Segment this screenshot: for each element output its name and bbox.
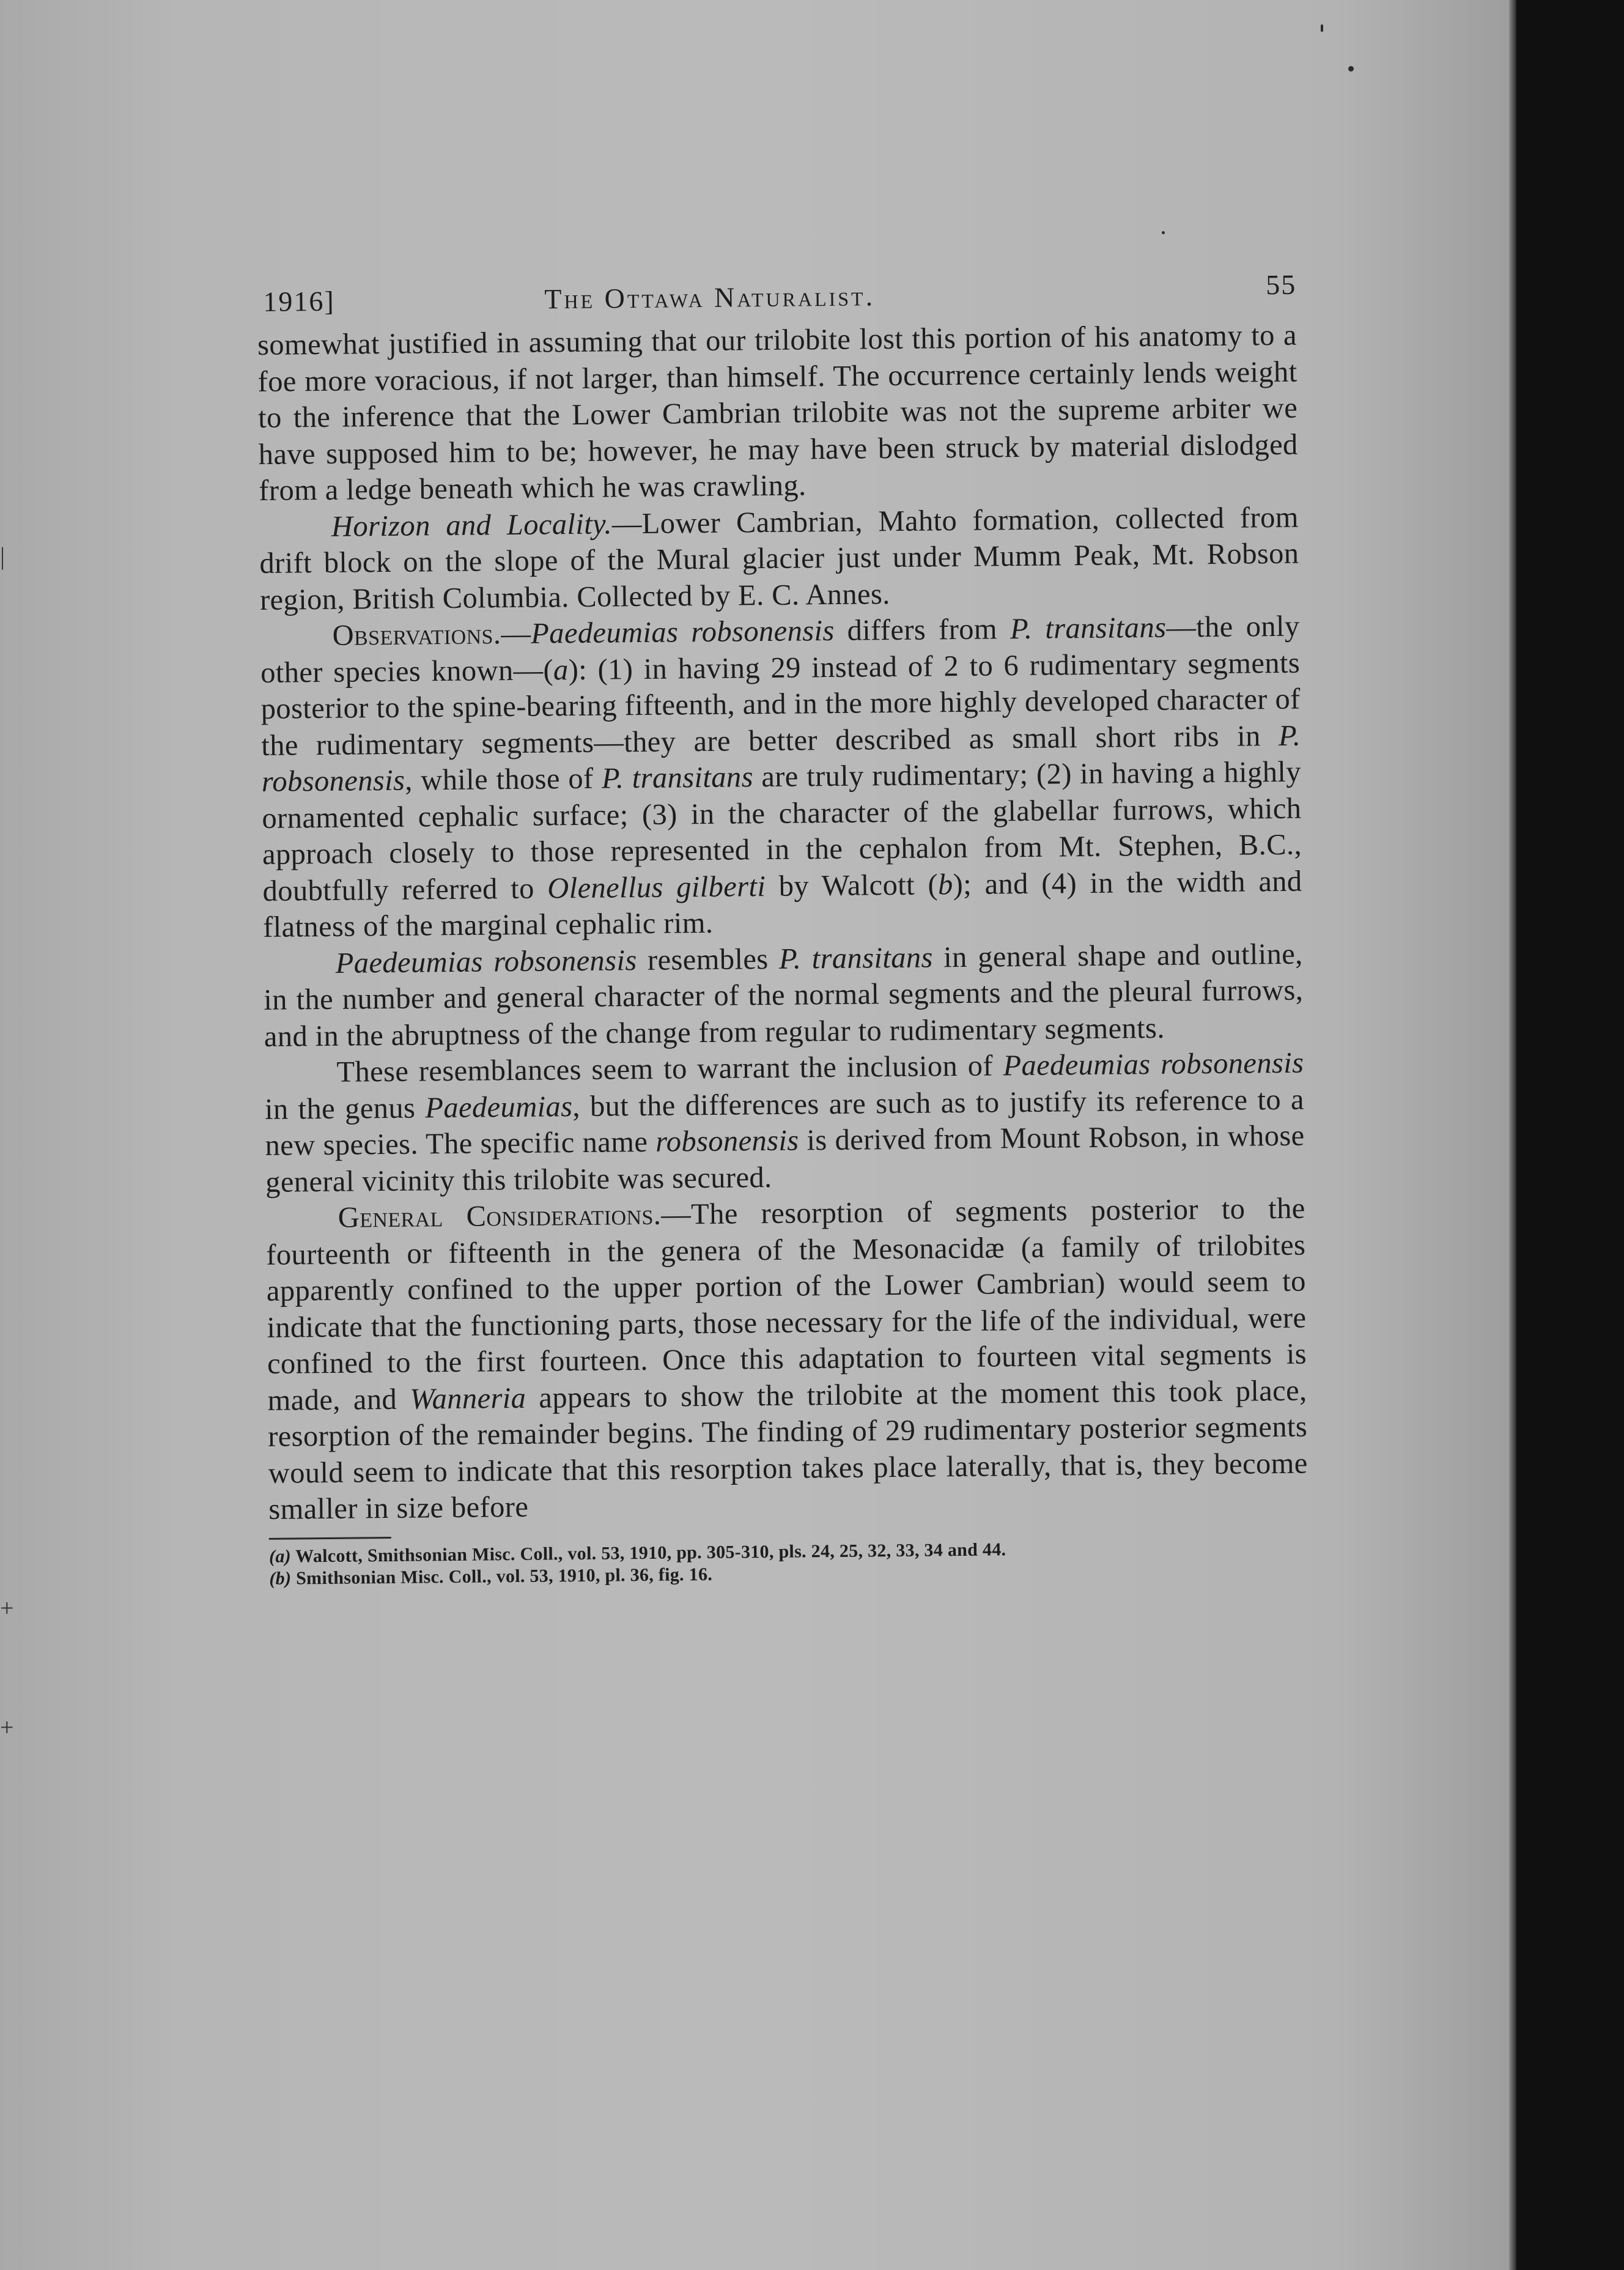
- binding-mark: |: [0, 542, 6, 570]
- text-run: , but the differences are such as to justify its reference to a new species. The specific name: [265, 1083, 1305, 1162]
- binding-mark: +: [0, 1594, 14, 1622]
- binding-mark: +: [0, 1714, 14, 1741]
- paragraph-text: somewhat justified in assuming that our trilobite lost this portion of his anatomy to a foe more voracious, if not larger, than himself. The occurrence certainly lends weight to the inference that the Lower Cambrian trilobite was not the supreme arbiter we have supposed him to be; however, he may have been struck by material dislodged from a ledge beneath which he was crawling.: [257, 319, 1298, 507]
- body-text: [257, 317, 1308, 1528]
- footnote-marker: (a): [268, 1546, 292, 1567]
- text-run: are truly rudimentary; (2) in having a highly ornamented cephalic surface; (3) in the character of the glabellar furrows, which approach closely to those represented in the cephalon from Mt. Stephen, B.C., doubtfully referred to: [262, 755, 1302, 908]
- footnote-rule: [269, 1536, 391, 1539]
- running-head-year: 1916]: [263, 285, 335, 317]
- text-run: resembles: [637, 942, 780, 977]
- footnote-ref-b: b: [937, 868, 953, 901]
- paragraph-general-considerations: [265, 1191, 1308, 1528]
- paragraph-horizon-locality: [259, 499, 1300, 618]
- paragraph-resemblances: [263, 936, 1304, 1055]
- page-content: [257, 268, 1309, 1590]
- footnote-text: Walcott, Smithsonian Misc. Coll., vol. 53, 1910, pp. 305-310, pls. 24, 25, 32, 33, 34 and 44.: [290, 1539, 1006, 1567]
- specific-name: robsonensis: [655, 1124, 799, 1158]
- page-number: 55: [1265, 268, 1297, 301]
- text-run: differs from: [834, 613, 1011, 647]
- dust-speck: [1321, 24, 1323, 32]
- dust-speck: [1348, 66, 1354, 72]
- section-heading-observations: Observations.: [332, 618, 501, 652]
- running-head-journal-title: The Ottawa Naturalist.: [544, 280, 876, 315]
- species-name: Paedeumias robsonensis: [1003, 1046, 1304, 1082]
- species-name: P. robsonensis: [261, 719, 1301, 798]
- footnote-marker: (b): [269, 1568, 292, 1589]
- species-name: P. transitans: [1009, 611, 1167, 646]
- paragraph-observations: [260, 608, 1302, 946]
- species-name: Olenellus gilberti: [547, 870, 766, 904]
- species-name: Paedeumias robsonensis: [335, 944, 637, 980]
- species-name: P. transitans: [601, 761, 754, 795]
- text-run: ); and (4) in the width and flatness of the marginal cephalic rim.: [262, 865, 1302, 944]
- page-edge: [1509, 0, 1516, 2270]
- text-run: , while those of: [404, 762, 602, 797]
- scan-background: [1516, 0, 1624, 2270]
- footnote-text: Smithsonian Misc. Coll., vol. 53, 1910, pl. 36, fig. 16.: [291, 1564, 713, 1589]
- paragraph-new-species: [264, 1045, 1305, 1200]
- text-run: ): (1) in having 29 instead of 2 to 6 rudimentary segments posterior to the spine-bearing fifteenth, and in the more highly developed character of the rudimentary segments—they are better described as small short ribs in: [260, 646, 1301, 762]
- text-run: —: [501, 617, 531, 651]
- text-run: appears to show the trilobite at the moment this took place, resorption of the remainder begins. The finding of 29 rudimentary posterior segments would seem to indicate that this resorption takes place laterally, that is, they become smaller in size before: [267, 1374, 1308, 1526]
- section-heading-general-considerations: General Considerations.: [338, 1198, 662, 1234]
- section-heading-horizon: Horizon and Locality.: [331, 507, 613, 543]
- species-name: P. transitans: [778, 941, 934, 975]
- footnote-ref-a: a: [553, 653, 569, 686]
- text-run: These resemblances seem to warrant the inclusion of: [336, 1049, 1003, 1089]
- paragraph-continued: [257, 317, 1299, 509]
- genus-name: Wanneria: [409, 1381, 526, 1416]
- text-run: —the only other species known—(: [260, 610, 1300, 689]
- genus-name: Paedeumias: [425, 1090, 573, 1124]
- running-head: [257, 268, 1297, 327]
- text-run: is derived from Mount Robson, in whose general vicinity this trilobite was secured.: [265, 1119, 1305, 1199]
- text-run: —The resorption of segments posterior to the fourteenth or fifteenth in the genera of the Mesonacidæ (a family of trilobites apparently confined to the upper portion of the Lower Cambrian) would seem to indicate that the functioning parts, those necessary for the life of the individual, were confined to the first fourteen. Once this adaptation to fourteen vital segments is made, and: [266, 1192, 1307, 1417]
- text-run: in general shape and outline, in the number and general character of the normal segments and the pleural furrows, and in the abruptness of the change from regular to rudimentary segments.: [264, 937, 1304, 1053]
- dust-speck: [1162, 231, 1165, 234]
- species-name: Paedeumias robsonensis: [530, 614, 835, 650]
- text-run: by Walcott (: [765, 868, 939, 903]
- paragraph-text: —Lower Cambrian, Mahto formation, collected from drift block on the slope of the Mural glacier just under Mumm Peak, Mt. Robson region, British Columbia. Collected by E. C. Annes.: [259, 501, 1299, 616]
- text-run: in the genus: [264, 1091, 426, 1126]
